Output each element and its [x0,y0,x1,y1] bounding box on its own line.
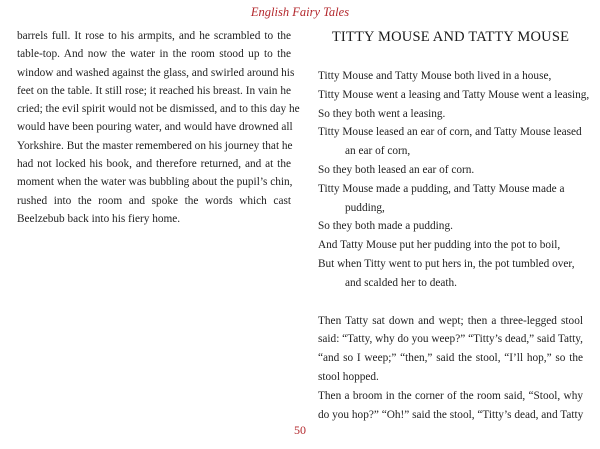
text-line: had not locked his book, and therefore returned, and at the [17,158,291,171]
verse-line: So they both went a leasing. [318,107,446,120]
verse-line: Titty Mouse went a leasing and Tatty Mouse went a leasing, [318,88,590,101]
story-title: TITTY MOUSE AND TATTY MOUSE [331,29,570,45]
text-line: rushed into the room and spoke the words which cast [17,194,291,207]
prose-line: “and so I weep;” “then,” said the stool, “I’ll hop,” so the [318,352,583,365]
right-column-text [318,27,590,424]
stanza-gap [318,293,583,312]
prose-block [318,312,583,425]
verse-line: So they both leased an ear of corn. [318,163,475,176]
verse-line: Titty Mouse and Tatty Mouse both lived in a house, [318,70,552,82]
verse-line-continuation: an ear of corn, [345,145,411,158]
text-line: barrels full. It rose to his armpits, and he scrambled to the [17,30,291,42]
verse-line: So they both made a pudding. [318,220,453,233]
prose-line: do you hop?” “Oh!” said the stool, “Titty’s dead, and Tatty [318,408,584,421]
verse-line: Titty Mouse made a pudding, and Tatty Mouse made a [318,182,565,195]
text-line: Beelzebub back into his fiery home. [17,212,181,225]
running-head: English Fairy Tales [250,5,350,19]
verse-line: Titty Mouse leased an ear of corn, and Tatty Mouse leased [318,126,582,139]
text-line: moment when the water was bubbling about the pupil’s chin, [17,176,293,189]
text-line: window and washed against the glass, and swirled around his [17,66,295,79]
page-number: 50 [294,423,306,437]
prose-line: Then a broom in the corner of the room said, “Stool, why [318,389,583,402]
text-line: feet on the table. It still rose; it reached his breast. In vain he [17,84,291,97]
prose-line: said: “Tatty, why do you weep?” “Titty’s dead,” said Tatty, [318,333,583,346]
text-line: Yorkshire. But the master remembered on his journey that he [17,139,293,152]
verse-block [318,67,590,293]
prose-line: Then Tatty sat down and wept; then a three-legged stool [318,314,583,327]
verse-line-continuation: pudding, [345,201,385,214]
left-column-text [17,27,300,228]
text-line: table-top. And now the water in the room stood up to the [17,48,291,61]
text-line: cried; the evil spirit would not be dismissed, and to this day he [17,103,300,116]
text-line: would have been pouring water, and would have drowned all [17,121,293,134]
verse-line: And Tatty Mouse put her pudding into the pot to boil, [318,239,561,252]
prose-line: stool hopped. [318,370,379,383]
verse-line-continuation: and scalded her to death. [345,276,457,289]
verse-line: But when Titty went to put hers in, the pot tumbled over, [318,257,575,270]
